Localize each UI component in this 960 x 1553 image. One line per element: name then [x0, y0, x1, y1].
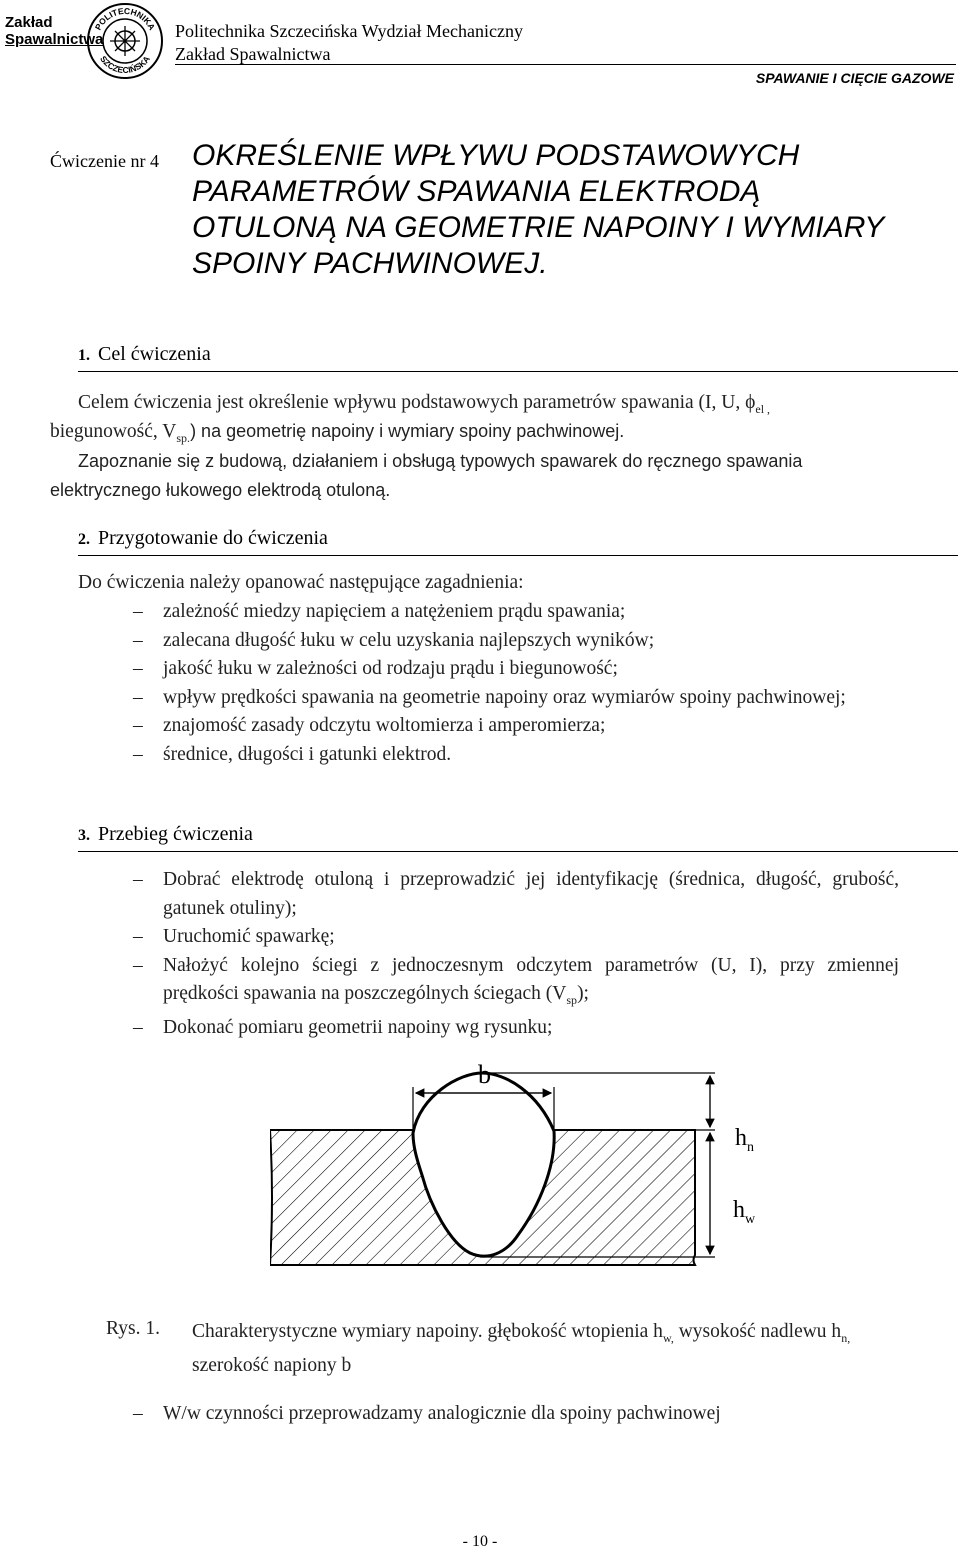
section-number: 3.	[78, 827, 90, 844]
preparation-list	[133, 598, 899, 769]
list-item: – W/w czynności przeprowadzamy analogicznie dla spoiny pachwinowej	[133, 1403, 721, 1424]
seal-top-text: POLITECHNIKA	[92, 5, 158, 32]
org-line-2: Zakład Spawalnictwa	[175, 44, 331, 64]
page-number: - 10 -	[462, 1533, 498, 1550]
title-line: PARAMETRÓW SPAWANIA ELEKTRODĄ	[192, 175, 761, 208]
section-3-divider	[78, 851, 958, 852]
list-item: – wpływ prędkości spawania na geometrie napoiny oraz wymiarów spoiny pachwinowej;	[133, 686, 846, 708]
dimension-b-label: b	[478, 1060, 491, 1089]
list-item: – jakość łuku w zależności od rodzaju prądu i biegunowość;	[133, 658, 618, 679]
section-number: 2.	[78, 531, 90, 548]
text-run: Celem ćwiczenia jest określenie wpływu podstawowych parametrów spawania (I, U,	[78, 392, 746, 413]
text-run: ) na geometrię napoiny i wymiary spoiny pachwinowej.	[190, 421, 625, 441]
list-item: – Dobrać elektrodę otuloną i przeprowadzić jej identyfikację (średnica, długość, grubość, gatunek otuliny);	[133, 869, 899, 919]
subscript: el ,	[755, 401, 771, 416]
section-2-heading	[78, 527, 328, 550]
section-2-intro: Do ćwiczenia należy opanować następujące zagadnienia:	[78, 572, 524, 593]
section-title: Cel ćwiczenia	[98, 343, 211, 365]
logo-line-1: Zakład	[5, 14, 53, 31]
procedure-list-continued	[133, 1400, 933, 1429]
list-item: – znajomość zasady odczytu woltomierza i amperomierza;	[133, 715, 606, 736]
subscript: sp.	[176, 430, 191, 445]
list-item: – zalecana długość łuku w celu uzyskania najlepszych wyników;	[133, 629, 655, 651]
org-line-1: Politechnika Szczecińska Wydział Mechaniczny	[175, 21, 523, 41]
exercise-title	[192, 138, 952, 282]
section-1-divider	[78, 371, 958, 372]
title-line: OKREŚLENIE WPŁYWU PODSTAWOWYCH	[192, 139, 800, 172]
bead-geometry-diagram	[270, 1055, 770, 1315]
phi-symbol: ϕ	[745, 392, 756, 413]
university-seal-icon	[86, 2, 164, 80]
section-2-divider	[78, 555, 958, 556]
dimension-h-label: h	[735, 1125, 747, 1151]
list-item: – Nałożyć kolejno ściegi z jednoczesnym odczytem parametrów (U, I), przy zmiennej prędkości spawania na poszczególnych ściegach $(V_{sp})$;	[133, 954, 899, 1007]
organization-name	[175, 20, 523, 66]
svg-text:hw	[733, 1197, 756, 1227]
section-1-paragraph-2-line-2: elektrycznego łukowego elektrodą otuloną.	[50, 480, 391, 500]
section-3-heading	[78, 823, 253, 846]
section-1-paragraph-2-line-1: Zapoznanie się z budową, działaniem i obsługą typowych spawarek do ręcznego spawania	[78, 451, 803, 471]
header-divider	[175, 64, 956, 65]
list-item: – średnice, długości i gatunki elektrod.	[133, 743, 452, 765]
list-item: – Uruchomić spawarkę;	[133, 926, 335, 947]
svg-text:hn	[735, 1125, 754, 1155]
procedure-list	[133, 866, 899, 1043]
title-line: OTULONĄ NA GEOMETRIE NAPOINY I WYMIARY	[192, 211, 885, 244]
section-number: 1.	[78, 347, 90, 364]
text-run: biegunowość, V	[50, 421, 177, 442]
seal-bottom-text: SZCZECIŃSKA	[98, 53, 152, 76]
dimension-w-subscript: w	[745, 1212, 756, 1227]
figure-caption: Charakterystyczne wymiary napoiny. głębokość wtopienia $h_{w,}$ wysokość nadlewu $h_{n,}$ szerokość napiony b	[192, 1321, 851, 1376]
course-topic: SPAWANIE I CIĘCIE GAZOWE	[755, 70, 954, 86]
exercise-label: Ćwiczenie nr 4	[50, 151, 159, 171]
figure-label: Rys. 1.	[106, 1318, 160, 1339]
logo-line-2: Spawalnictwa	[5, 31, 104, 48]
dimension-h-label: h	[733, 1197, 745, 1223]
title-line: SPOINY PACHWINOWEJ.	[192, 247, 548, 280]
list-item: – zależność miedzy napięciem a natężeniem prądu spawania;	[133, 601, 626, 622]
dimension-n-subscript: n	[747, 1140, 754, 1155]
list-item: – Dokonać pomiaru geometrii napoiny wg rysunku;	[133, 1017, 553, 1039]
section-1-heading	[78, 343, 211, 366]
section-title: Przebieg ćwiczenia	[98, 823, 253, 845]
section-title: Przygotowanie do ćwiczenia	[98, 527, 328, 549]
